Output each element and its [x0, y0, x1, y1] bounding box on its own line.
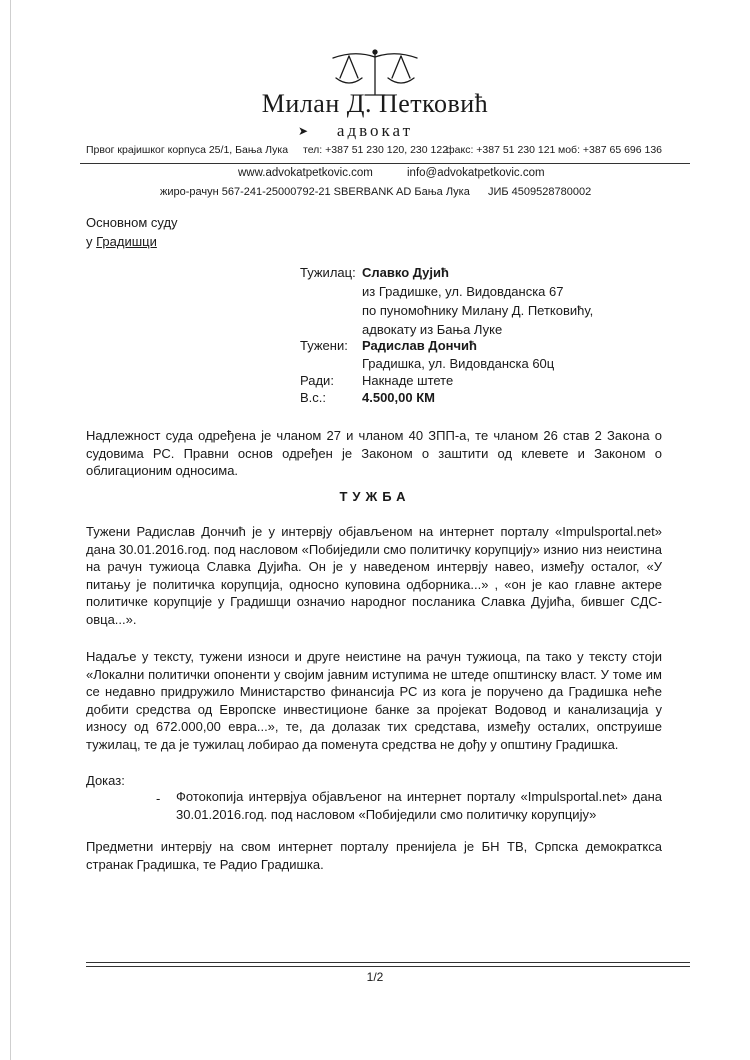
subject-value: Накнаде штете: [362, 373, 454, 388]
flourish-arrow-icon: ➤: [298, 124, 309, 138]
claim-paragraph-2: Надаље у тексту, тужени износи и друге неистине на рачун тужиоца, па тако у тексту стоји «Локални политички опоненти у својим јавним иступима не штеде општинску власт. У томе им се недавно придружило Министарство финансија РС из кога је поручено да Градишка неће добити средства од Европске инвестиционе банке за пројекат Водовод и канализација у износу од 672.000,00 евра...», те, да долазак тих средстава, између осталих, опструише тужилац, те да је тужилац лобирао да поменута средства не дођу у општину Градишка.: [86, 649, 662, 752]
office-website[interactable]: www.advokatpetkovic.com: [238, 167, 373, 179]
office-phone: тел: +387 51 230 120, 230 122: [303, 144, 449, 156]
defendant-label: Тужени:: [300, 338, 348, 353]
plaintiff-address: из Градишке, ул. Видовданска 67: [362, 284, 564, 299]
lawyer-name: Милан Д. Петковић: [261, 89, 489, 118]
office-mobile: моб: +387 65 696 136: [558, 144, 663, 156]
footer-rule-top: [86, 962, 690, 963]
evidence-label: Доказ:: [86, 773, 125, 788]
plaintiff-label: Тужилац:: [300, 265, 356, 280]
claim-paragraph-3: Предметни интервју на свом интернет порталу пренијела је БН ТВ, Српска демократкса странак Градишка, те Радио Градишка.: [86, 839, 662, 872]
court-place: Градишци: [96, 234, 157, 249]
office-address: Првог крајишког корпуса 25/1, Бања Лука: [86, 144, 289, 156]
claim-paragraph-1: Тужени Радислав Дончић је у интервју објављеном на интернет порталу «Impulsportal.net» дана 30.01.2016.год. под насловом «Побиједили смо политичку корупцију» изнио низ неистина на рачун тужиоца Славка Дујића. Он је у наведеном интервју навео, између осталог, «У питању је политичка корупција, односно куповина одборника...» , «он је као главне актере политичке корупције у Градишци означио народног посланика Славка Дујића, бившег СДС-овца...».: [86, 524, 662, 627]
defendant-name: Радислав Дончић: [362, 338, 477, 353]
bank-account: жиро-рачун 567-241-25000792-21 SBERBANK AD Бања Лука: [160, 186, 470, 198]
plaintiff-attorney: по пуномоћнику Милану Д. Петковићу,: [362, 303, 594, 318]
plaintiff-name: Славко Дујић: [362, 265, 449, 280]
footer-rule-bottom: [86, 966, 690, 967]
scan-edge-line: [10, 0, 11, 1060]
plaintiff-attorney-city: адвокату из Бања Луке: [362, 322, 503, 337]
tax-id: ЈИБ 4509528780002: [488, 186, 592, 198]
evidence-item: Фотокопија интервјуа објављеног на интернет порталу «Impulsportal.net» дана 30.01.2016.год. под насловом «Побиједили смо политичку корупцију»: [176, 789, 662, 822]
court-line-2: [86, 234, 157, 249]
amount-value: 4.500,00 КМ: [362, 390, 435, 405]
court-line-1: Основном суду: [86, 215, 178, 230]
defendant-address: Градишка, ул. Видовданска 60ц: [362, 356, 555, 371]
office-email[interactable]: info@advokatpetkovic.com: [407, 167, 545, 179]
lawyer-title: адвокат: [336, 121, 414, 140]
document-heading: ТУЖБА: [339, 489, 411, 504]
jurisdiction-paragraph: Надлежност суда одређена је чланом 27 и чланом 40 ЗПП-а, те чланом 26 став 2 Закона о судовима РС. Правни основ одређен је Законом о заштити од клевете и Законом о облигационим односима.: [86, 428, 662, 478]
page-number: 1/2: [366, 970, 384, 984]
subject-label: Ради:: [300, 373, 334, 388]
evidence-bullet: -: [156, 791, 161, 806]
letterhead-rule: [80, 163, 690, 164]
office-fax: факс: +387 51 230 121: [446, 144, 556, 156]
amount-label: В.с.:: [300, 390, 327, 405]
court-prefix: у: [86, 234, 97, 249]
